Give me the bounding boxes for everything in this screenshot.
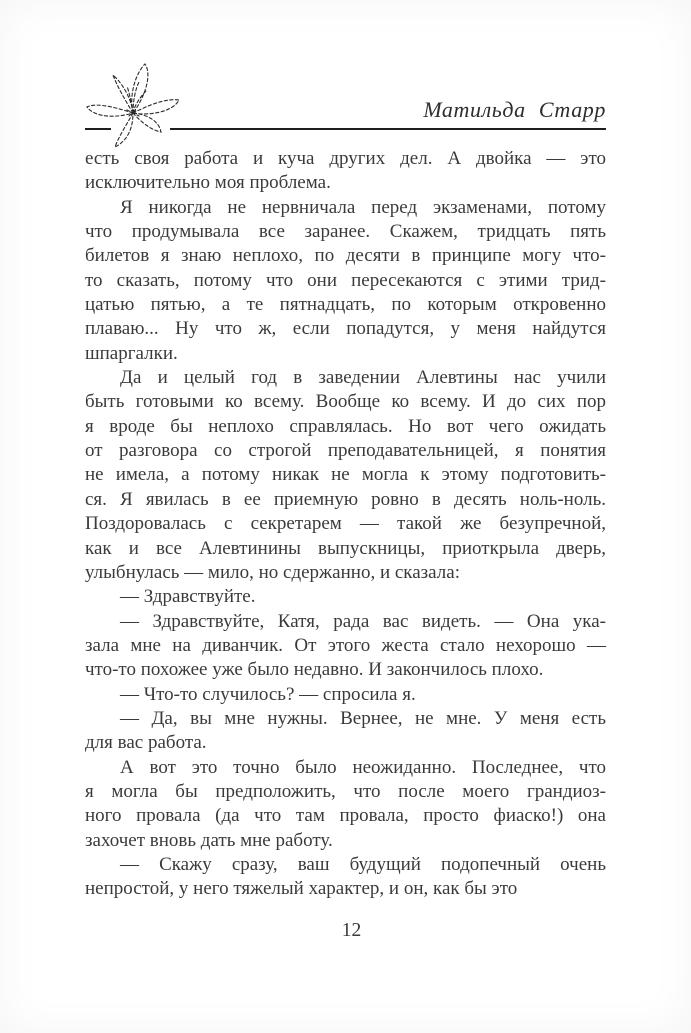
text-line: Да и целый год в заведении Алевтины нас учили bbox=[120, 367, 606, 389]
text-line: — Что-то случилось? — спросила я. bbox=[120, 683, 416, 705]
text-line: ся. Я явилась в ее приемную ровно в десять ноль-ноль. bbox=[85, 488, 606, 510]
text-line: зала мне на диванчик. От этого жеста стало нехорошо — bbox=[85, 634, 606, 656]
text-line: билетов я знаю неплохо, по десяти в принципе могу что- bbox=[85, 245, 606, 267]
lily-flower-ornament-icon bbox=[83, 58, 193, 153]
text-line: А вот это точно было неожиданно. Последнее, что bbox=[120, 756, 606, 778]
text-line: как и все Алевтинины выпускницы, приоткрыла дверь, bbox=[85, 537, 606, 559]
text-line: для вас работа. bbox=[85, 732, 207, 754]
text-line: непростой, у него тяжелый характер, и он, как бы это bbox=[85, 878, 518, 900]
text-line: — Да, вы мне нужны. Вернее, не мне. У меня есть bbox=[120, 707, 606, 729]
text-line: ного провала (да что там провала, просто фиаско!) она bbox=[85, 805, 606, 827]
text-line: что продумывала все заранее. Скажем, тридцать пять bbox=[85, 221, 606, 243]
text-line: — Здравствуйте, Катя, рада вас видеть. — Она ука- bbox=[120, 610, 606, 632]
text-line: что-то похожее уже было недавно. И закончилось плохо. bbox=[85, 659, 544, 681]
body-text bbox=[85, 147, 606, 902]
text-line: — Здравствуйте. bbox=[120, 586, 256, 608]
text-line: то сказать, потому что они пересекаются с этими трид- bbox=[85, 269, 606, 291]
text-line: я могла бы предположить, что после моего грандиоз- bbox=[85, 780, 606, 802]
text-line: Я никогда не нервничала перед экзаменами, потому bbox=[120, 196, 606, 218]
page-number: 12 bbox=[341, 920, 362, 941]
text-line: цатью пятью, а те пятнадцать, по которым откровенно bbox=[85, 294, 606, 316]
text-line: плаваю... Ну что ж, если попадутся, у меня найдутся bbox=[85, 318, 606, 340]
header-rule-right bbox=[170, 128, 606, 130]
text-line: от разговора со строгой преподавательницей, я понятия bbox=[85, 440, 606, 462]
text-line: Поздоровалась с секретарем — такой же безупречной, bbox=[85, 513, 606, 535]
text-line: — Скажу сразу, ваш будущий подопечный очень bbox=[120, 853, 606, 875]
running-head-author: Матильда Старр bbox=[423, 97, 606, 122]
text-line: шпаргалки. bbox=[85, 342, 178, 364]
text-line: быть готовыми ко всему. Вообще ко всему. И до сих пор bbox=[85, 391, 606, 413]
text-line: исключительно моя проблема. bbox=[85, 172, 331, 194]
text-line: я вроде бы неплохо справлялась. Но вот чего ожидать bbox=[85, 415, 606, 437]
header-rule-left bbox=[85, 128, 111, 130]
text-line: захочет вновь дать мне работу. bbox=[85, 829, 333, 851]
text-line: улыбнулась — мило, но сдержанно, и сказала: bbox=[85, 561, 460, 583]
text-line: есть своя работа и куча других дел. А двойка — это bbox=[85, 148, 606, 169]
text-line: не имела, а потому никак не могла к этому подготовить- bbox=[85, 464, 606, 486]
